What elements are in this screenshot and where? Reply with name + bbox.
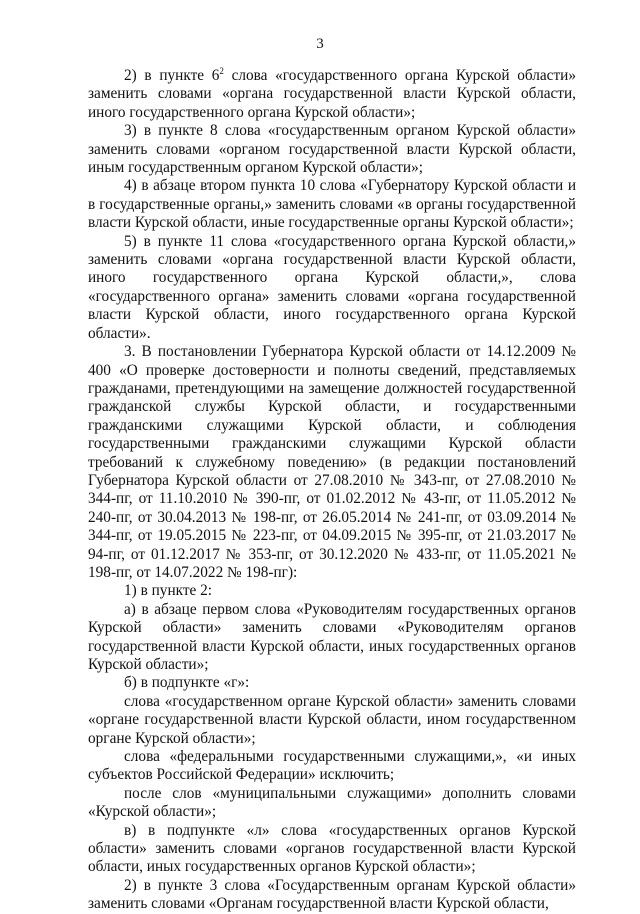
paragraph-item-2: 2) в пункте $6^2$ слова «государственного органа Курской области» заменить словами «органа государственной власти Курской области, иного государственного органа Курской области»;: [88, 65, 576, 121]
paragraph-subitem-b: б) в подпункте «г»:: [124, 674, 250, 692]
page-number: 3: [316, 36, 324, 52]
paragraph-item-4: 4) в абзаце втором пункта 10 слова «Губернатору Курской области и в государственные органы,» заменить словами «в органы государственной власти Курской области, иные государственные органы Курской области»;: [88, 177, 576, 232]
superscript: 2: [219, 65, 224, 76]
paragraph-subitem-1: 1) в пункте 2:: [124, 582, 213, 600]
paragraph-subitem-2: 2) в пункте 3 слова «Государственным органам Курской области» заменить словами «Органам государственной власти Курской области,: [88, 876, 576, 913]
paragraph-subitem-v: в) в подпункте «л» слова «государственных органов Курской области» заменить словами «органов государственной власти Курской области, иных государственных органов Курской области»;: [88, 821, 576, 876]
paragraph-words-2: слова «федеральными государственными служащими,», «и иных субъектов Российской Федерации» исключить;: [88, 748, 576, 784]
paragraph-item-3: 3) в пункте 8 слова «государственным органом Курской области» заменить словами «органом государственной власти Курской области, иным государственным органом Курской области»;: [88, 122, 576, 177]
paragraph-subitem-a: а) в абзаце первом слова «Руководителям государственных органов Курской области» заменить словами «Руководителям органов государственной власти Курской области, иных государственных органов Курской области»;: [88, 600, 576, 673]
paragraph-words-1: слова «государственном органе Курской области» заменить словами «органе государственной власти Курской области, ином государственном органе Курской области»;: [88, 692, 576, 747]
paragraph-clause-3: 3. В постановлении Губернатора Курской области от 14.12.2009 № 400 «О проверке достоверности и полноты сведений, представляемых гражданами, претендующими на замещение должностей государственной гражданской службы Курской области, и государственными гражданскими служащими Курской области, и соблюдения государственными гражданскими служащими Курской области требований к служебному поведению» (в редакции постановлений Губернатора Курской области от 27.08.2010 № 343-пг, от 27.08.2010 № 344-пг, от 11.10.2010 № 390-пг, от 01.02.2012 № 43-пг, от 11.05.2012 № 240-пг, от 30.04.2013 № 198-пг, от 26.05.2014 № 241-пг, от 03.09.2014 № 344-пг, от 19.05.2015 № 223-пг, от 04.09.2015 № 395-пг, от 21.03.2017 № 94-пг, от 01.12.2017 № 353-пг, от 30.12.2020 № 433-пг, от 11.05.2021 № 198-пг, от 14.07.2022 № 198-пг):: [88, 343, 576, 581]
paragraph-after-words: после слов «муниципальными служащими» дополнить словами «Курской области»;: [88, 784, 576, 821]
document-body: [88, 67, 576, 914]
paragraph-item-5: 5) в пункте 11 слова «государственного органа Курской области,» заменить словами «органа государственной власти Курской области, иного государственного органа Курской области,», слова «государственного органа» заменить словами «органа государственной власти Курской области, иного государственного органа Курской области».: [88, 232, 576, 342]
